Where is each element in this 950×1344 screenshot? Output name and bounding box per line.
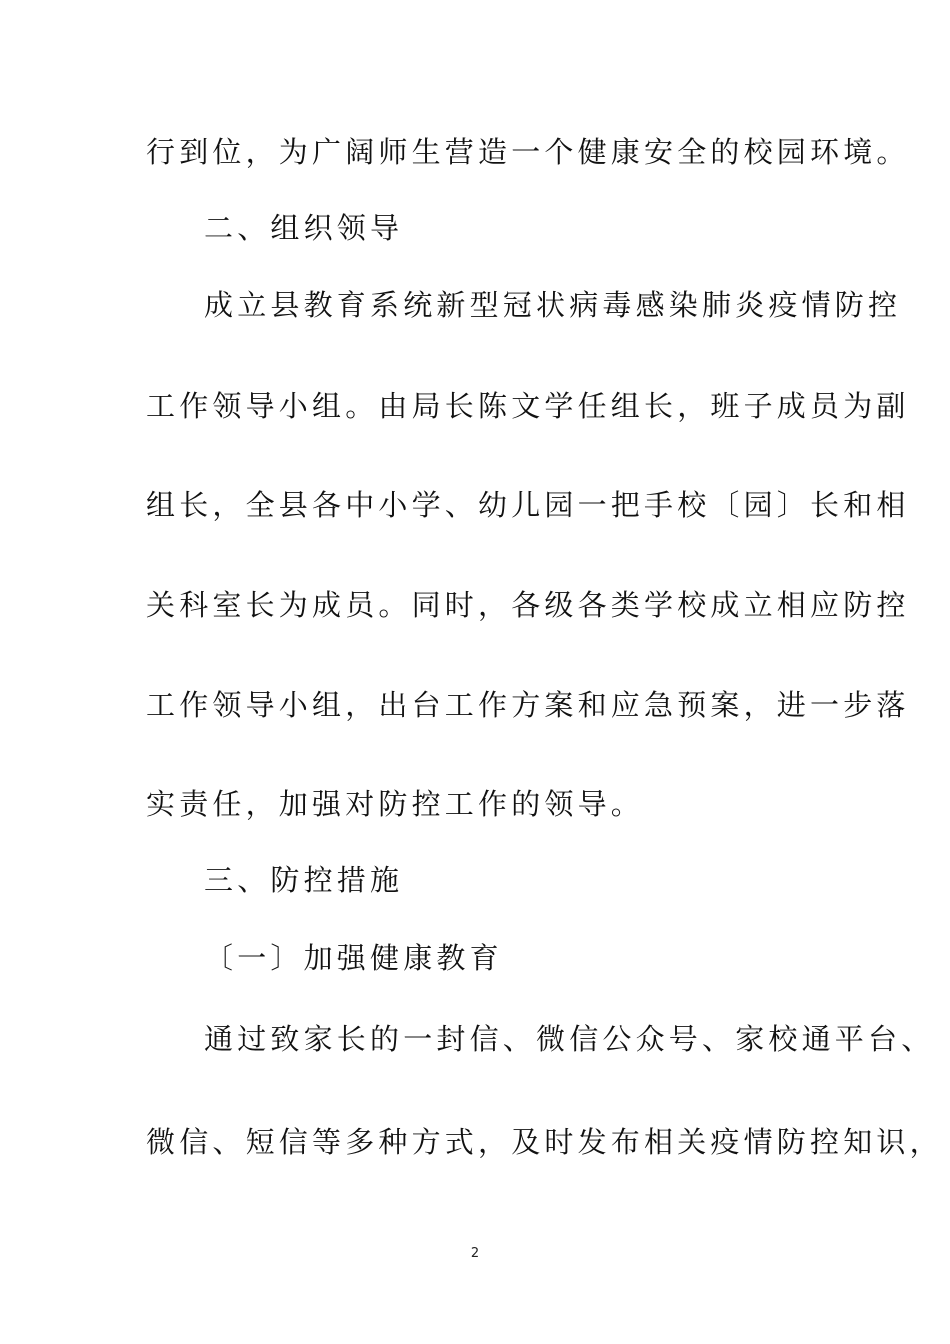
page-number: 2 xyxy=(470,1246,480,1261)
paragraph-line: 关科室长为成员。同时，各级各类学校成立相应防控 xyxy=(146,588,910,622)
paragraph-line: 微信、短信等多种方式，及时发布相关疫情防控知识， xyxy=(146,1125,943,1159)
paragraph-line: 组长，全县各中小学、幼儿园一把手校〔园〕长和相 xyxy=(146,488,910,522)
paragraph-line: 工作领导小组，出台工作方案和应急预案，进一步落 xyxy=(146,688,910,722)
paragraph-line: 行到位，为广阔师生营造一个健康安全的校园环境。 xyxy=(146,135,910,169)
section-heading-measures: 三、防控措施 xyxy=(204,863,404,897)
subsection-heading-health-education: 〔一〕加强健康教育 xyxy=(204,941,503,975)
paragraph-line: 通过致家长的一封信、微信公众号、家校通平台、 xyxy=(204,1022,935,1056)
paragraph-line: 成立县教育系统新型冠状病毒感染肺炎疫情防控 xyxy=(204,288,902,322)
paragraph-line: 实责任，加强对防控工作的领导。 xyxy=(146,787,645,821)
paragraph-line: 工作领导小组。由局长陈文学任组长，班子成员为副 xyxy=(146,389,910,423)
section-heading-organization: 二、组织领导 xyxy=(204,211,404,245)
